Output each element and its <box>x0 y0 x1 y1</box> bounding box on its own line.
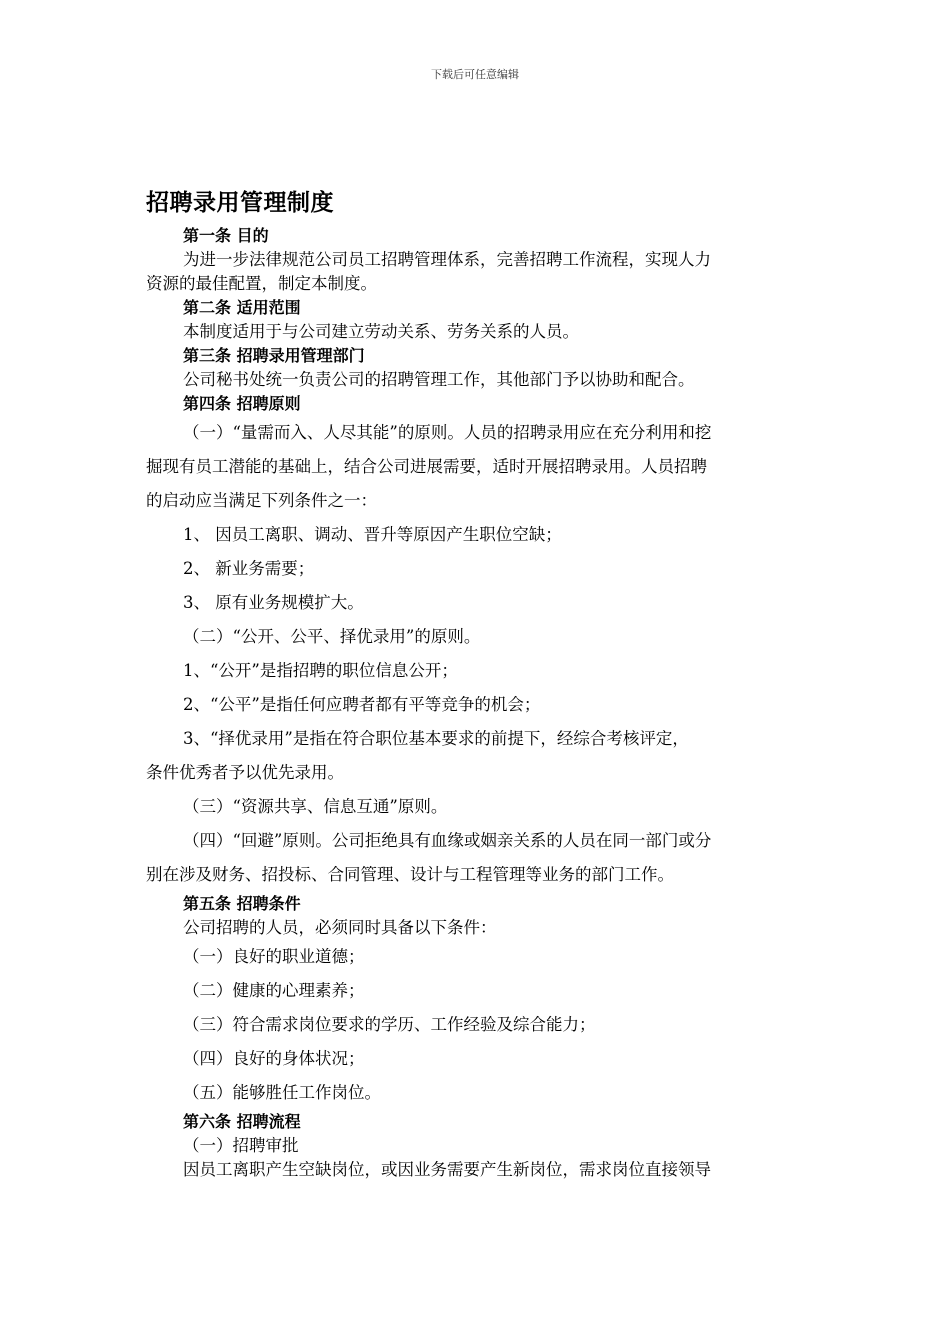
article-4-paragraph: 别在涉及财务、招投标、合同管理、设计与工程管理等业务的部门工作。 <box>146 865 674 884</box>
article-4-paragraph: （二）“公开、公平、择优录用”的原则。 <box>183 627 481 646</box>
article-3-text: 公司秘书处统一负责公司的招聘管理工作，其他部门予以协助和配合。 <box>183 370 695 389</box>
article-4-paragraph: 的启动应当满足下列条件之一： <box>146 491 377 510</box>
article-2-text: 本制度适用于与公司建立劳动关系、劳务关系的人员。 <box>183 322 579 341</box>
list-item: （三）符合需求岗位要求的学历、工作经验及综合能力； <box>183 1015 596 1034</box>
article-4-paragraph: （三）“资源共享、信息互通”原则。 <box>183 797 448 816</box>
list-item: 1、 因员工离职、调动、晋升等原因产生职位空缺； <box>183 525 562 544</box>
list-item: 条件优秀者予以优先录用。 <box>146 763 344 782</box>
list-item: （一）良好的职业道德； <box>183 947 365 966</box>
article-6-subheading: （一）招聘审批 <box>183 1136 299 1155</box>
list-item: 2、“公平”是指任何应聘者都有平等竞争的机会； <box>183 695 541 714</box>
article-4-paragraph: 掘现有员工潜能的基础上，结合公司进展需要，适时开展招聘录用。人员招聘 <box>146 457 707 476</box>
article-5-heading: 第五条 招聘条件 <box>183 894 301 913</box>
article-4-paragraph: （一）“量需而入、人尽其能”的原则。人员的招聘录用应在充分利用和挖 <box>183 423 712 442</box>
article-4-heading: 第四条 招聘原则 <box>183 394 301 413</box>
list-item: （四）良好的身体状况； <box>183 1049 365 1068</box>
article-1-text: 资源的最佳配置，制定本制度。 <box>146 274 377 293</box>
page-header: 下载后可任意编辑 <box>431 68 519 81</box>
article-6-heading: 第六条 招聘流程 <box>183 1112 301 1131</box>
list-item: （五）能够胜任工作岗位。 <box>183 1083 381 1102</box>
list-item: （二）健康的心理素养； <box>183 981 365 1000</box>
article-1-text: 为进一步法律规范公司员工招聘管理体系，完善招聘工作流程，实现人力 <box>183 250 711 269</box>
article-4-paragraph: （四）“回避”原则。公司拒绝具有血缘或姻亲关系的人员在同一部门或分 <box>183 831 712 850</box>
list-item: 3、“择优录用”是指在符合职位基本要求的前提下，经综合考核评定， <box>183 729 689 748</box>
list-item: 1、“公开”是指招聘的职位信息公开； <box>183 661 458 680</box>
article-6-text: 因员工离职产生空缺岗位，或因业务需要产生新岗位，需求岗位直接领导 <box>183 1160 711 1179</box>
article-2-heading: 第二条 适用范围 <box>183 298 301 317</box>
document-body <box>146 224 806 1182</box>
article-5-text: 公司招聘的人员，必须同时具备以下条件： <box>183 918 497 937</box>
list-item: 2、 新业务需要； <box>183 559 315 578</box>
article-3-heading: 第三条 招聘录用管理部门 <box>183 346 365 365</box>
article-1-heading: 第一条 目的 <box>183 226 269 245</box>
document-title: 招聘录用管理制度 <box>146 190 334 216</box>
list-item: 3、 原有业务规模扩大。 <box>183 593 364 612</box>
